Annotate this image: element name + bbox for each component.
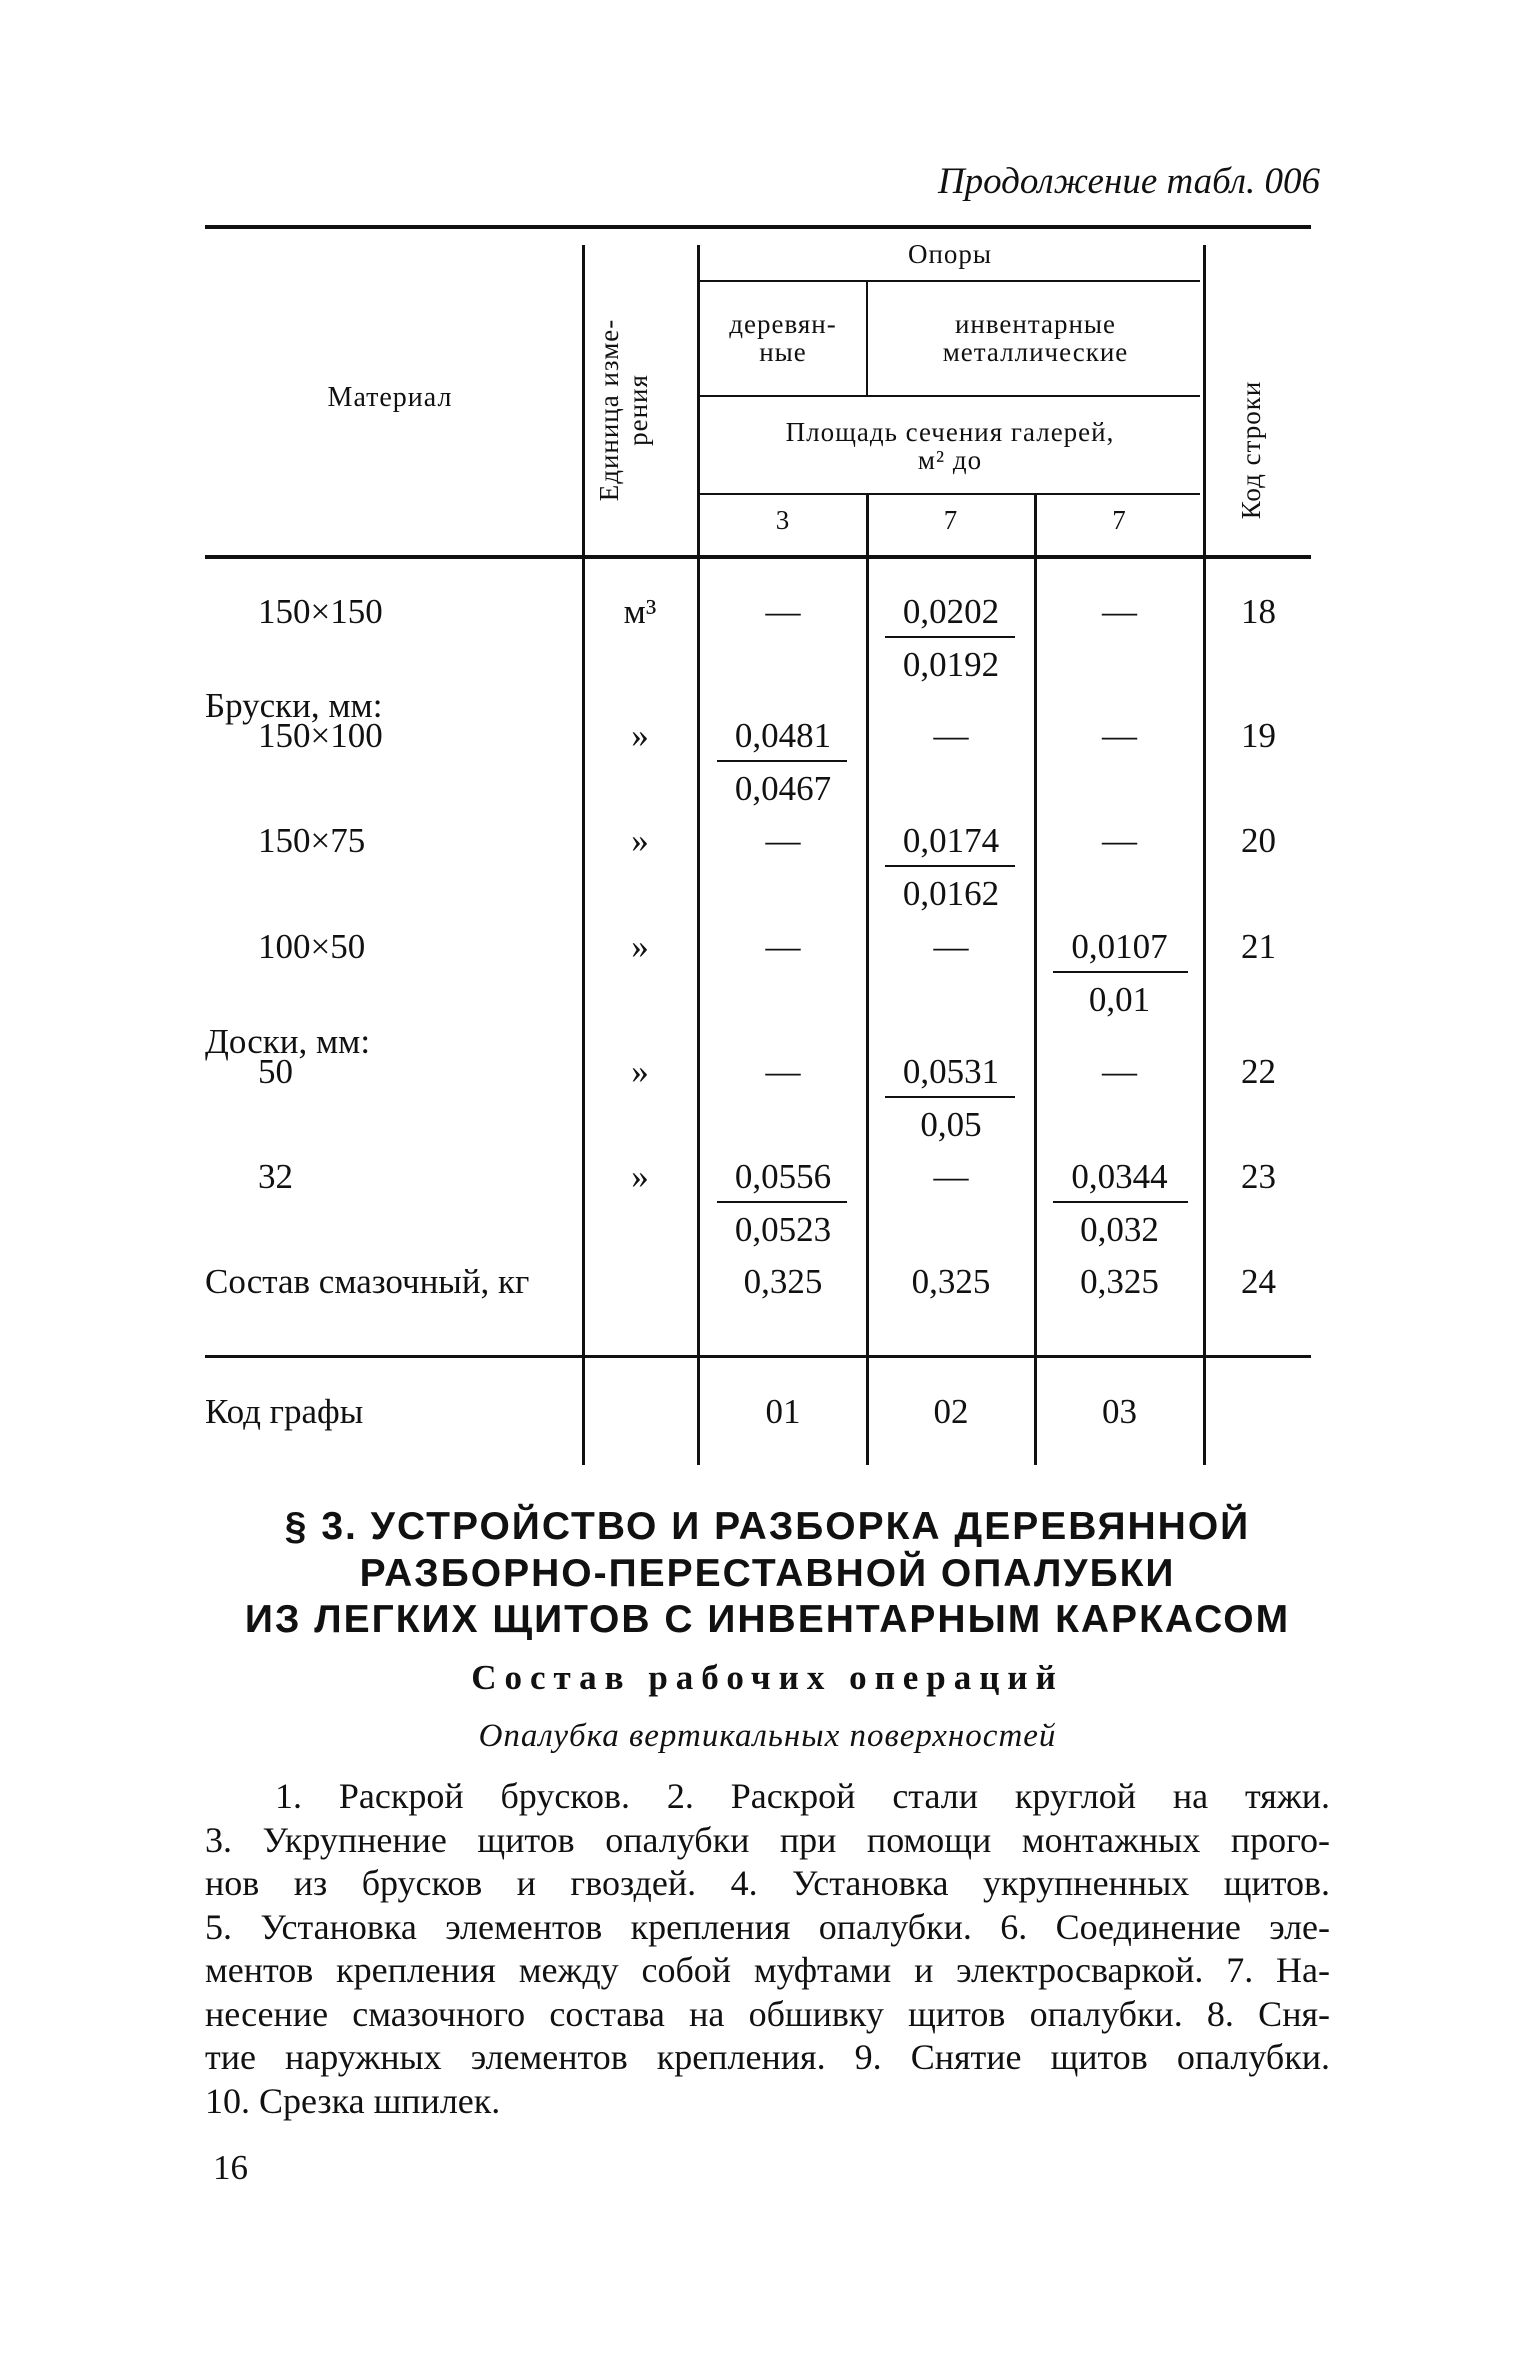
- value-cell: 0,05: [920, 1105, 982, 1144]
- row-code: 22: [1241, 1052, 1276, 1091]
- section-title-line-1: § 3. УСТРОЙСТВО И РАЗБОРКА ДЕРЕВЯННОЙ: [284, 1505, 1251, 1548]
- value-cell: —: [1102, 821, 1137, 860]
- unit-cell: м³: [623, 592, 657, 631]
- header-metal-line-2: металлические: [942, 337, 1129, 367]
- body-paragraph: [205, 1775, 1330, 2123]
- material-name: 32: [258, 1157, 293, 1196]
- value-cell: 0,0481: [734, 716, 832, 755]
- value-cell: —: [933, 927, 969, 966]
- value-cell: 0,325: [1080, 1262, 1159, 1301]
- header-area-line-1: Площадь сечения галерей,: [785, 417, 1115, 447]
- value-cell: —: [933, 716, 969, 755]
- value-cell: 0,325: [911, 1262, 991, 1301]
- value-cell: 0,0344: [1071, 1157, 1168, 1196]
- value-cell: —: [1102, 592, 1137, 631]
- section-subtitle: Состав рабочих операций: [471, 1658, 1064, 1697]
- table-caption: Продолжение табл. 006: [937, 161, 1320, 202]
- value-cell: —: [765, 592, 801, 631]
- column-code: 01: [765, 1392, 801, 1431]
- header-wooden: [700, 310, 866, 366]
- column-code-label: Код графы: [205, 1392, 364, 1431]
- material-group: Доски, мм:: [205, 1022, 371, 1061]
- value-cell: 0,01: [1088, 980, 1151, 1019]
- value-cell: 0,0174: [902, 821, 1000, 860]
- value-cell: 0,032: [1080, 1210, 1159, 1249]
- value-cell: 0,0523: [734, 1210, 832, 1249]
- value-cell: —: [765, 821, 801, 860]
- header-rule-types: [700, 395, 1200, 397]
- section-title-line-3: ИЗ ЛЕГКИХ ЩИТОВ С ИНВЕНТАРНЫМ КАРКАСОМ: [244, 1598, 1291, 1641]
- body-line: несение смазочного состава на обшивку щитов опалубки. 8. Сня-: [205, 1993, 1330, 2034]
- unit-cell: »: [631, 1157, 649, 1196]
- row-code: 23: [1241, 1157, 1276, 1196]
- row-code: 21: [1241, 927, 1276, 966]
- table-footer-rule: [205, 1355, 1311, 1358]
- material-name: 150×100: [258, 716, 383, 755]
- body-line: 10. Срезка шпилек.: [205, 2080, 501, 2121]
- section-title-line-2: РАЗБОРНО-ПЕРЕСТАВНОЙ ОПАЛУБКИ: [359, 1552, 1176, 1595]
- row-code: 19: [1241, 716, 1276, 755]
- fraction-line: [717, 1201, 847, 1203]
- unit-cell: »: [631, 716, 649, 755]
- body-line: 5. Установка элементов крепления опалубки. 6. Соединение эле-: [205, 1906, 1330, 1947]
- header-unit-line-1: Единица изме-: [594, 318, 624, 502]
- column-code: 02: [933, 1392, 969, 1431]
- fraction-line: [885, 1096, 1015, 1098]
- unit-cell: »: [631, 1052, 649, 1091]
- unit-cell: »: [631, 927, 649, 966]
- fraction-line: [885, 636, 1015, 638]
- material-name: 100×50: [258, 927, 366, 966]
- value-cell: 0,0531: [902, 1052, 1000, 1091]
- table-top-rule: [205, 225, 1311, 229]
- value-cell: 0,0202: [902, 592, 1000, 631]
- header-rule-supports: [700, 280, 1200, 282]
- section-subsubtitle: Опалубка вертикальных поверхностей: [478, 1718, 1057, 1754]
- body-line: тие наружных элементов крепления. 9. Снятие щитов опалубки.: [205, 2037, 1330, 2077]
- header-wooden-line-1: деревян-: [729, 309, 837, 339]
- fraction-line: [1053, 1201, 1188, 1203]
- body-line: 1. Раскрой брусков. 2. Раскрой стали круглой на тяжи.: [275, 1776, 1330, 1816]
- header-wooden-line-2: ные: [759, 337, 807, 367]
- value-cell: —: [1102, 716, 1137, 755]
- header-area-value-1: 3: [775, 505, 791, 535]
- material-name: 150×75: [258, 821, 366, 860]
- unit-cell: »: [631, 821, 649, 860]
- value-cell: —: [765, 1052, 801, 1091]
- value-cell: 0,0162: [902, 874, 1000, 913]
- body-line: 3. Укрупнение щитов опалубки при помощи монтажных прого-: [205, 1819, 1330, 1860]
- material-name: 150×150: [258, 592, 383, 631]
- material-name: 50: [258, 1052, 293, 1091]
- header-unit-line-2: рения: [623, 374, 653, 446]
- table-header-rule: [205, 555, 1311, 559]
- col-divider-4: [1034, 493, 1037, 1465]
- header-row-code: Код строки: [1236, 380, 1266, 520]
- row-code: 20: [1241, 821, 1276, 860]
- value-cell: 0,0107: [1071, 927, 1168, 966]
- header-area: [700, 418, 1200, 474]
- header-rule-area: [700, 493, 1200, 495]
- body-line: ментов крепления между собой муфтами и электросваркой. 7. На-: [205, 1950, 1330, 1990]
- value-cell: —: [1102, 1052, 1137, 1091]
- header-material: Материал: [327, 382, 453, 413]
- header-supports: Опоры: [907, 239, 993, 269]
- fraction-line: [717, 760, 847, 762]
- header-area-value-3: 7: [1112, 505, 1127, 535]
- value-cell: 0,0192: [902, 645, 1000, 684]
- col-divider-3: [866, 493, 869, 1465]
- material-group: Бруски, мм:: [205, 686, 383, 725]
- value-cell: —: [933, 1157, 969, 1196]
- row-code: 24: [1241, 1262, 1276, 1301]
- value-cell: —: [765, 927, 801, 966]
- fraction-line: [885, 865, 1015, 867]
- header-metal-line-1: инвентарные: [954, 309, 1117, 339]
- value-cell: 0,0556: [734, 1157, 832, 1196]
- page-number: 16: [213, 2148, 248, 2187]
- value-cell: 0,0467: [734, 769, 832, 808]
- row-code: 18: [1241, 592, 1276, 631]
- value-cell: 0,325: [743, 1262, 823, 1301]
- column-code: 03: [1102, 1392, 1137, 1431]
- fraction-line: [1053, 971, 1188, 973]
- material-name: Состав смазочный, кг: [205, 1262, 530, 1301]
- body-line: нов из брусков и гвоздей. 4. Установка укрупненных щитов.: [205, 1863, 1330, 1903]
- header-area-value-2: 7: [943, 505, 959, 535]
- header-area-line-2: м² до: [917, 445, 983, 475]
- header-unit: [595, 270, 665, 550]
- header-metal: [868, 310, 1203, 366]
